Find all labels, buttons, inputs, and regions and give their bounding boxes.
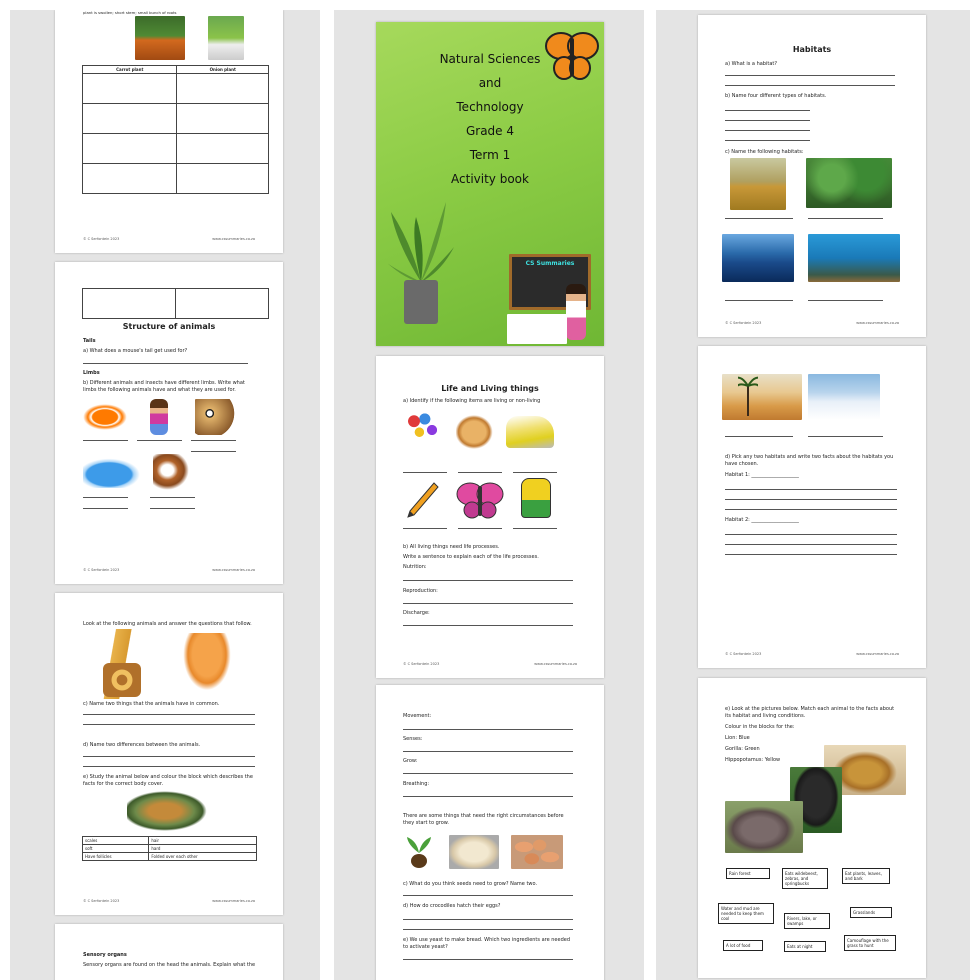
worksheet-page-life-processes[interactable]: [376, 685, 604, 980]
answer-line[interactable]: [150, 508, 195, 509]
cover-cell[interactable]: soft: [83, 845, 149, 853]
question-b-line1: b) Different animals and insects have different limbs. Write what: [83, 380, 245, 386]
answer-line[interactable]: [725, 499, 897, 500]
answer-line[interactable]: [725, 110, 810, 111]
cover-page[interactable]: [376, 22, 604, 346]
answer-line[interactable]: [403, 919, 573, 920]
puppy-picture: [153, 454, 189, 490]
answer-line[interactable]: [83, 440, 128, 441]
page-title: Structure of animals: [122, 322, 216, 331]
question-e-line1: e) Look at the pictures below. Match each animal to the facts about: [725, 706, 895, 712]
plant-comparison-table: [82, 65, 269, 194]
footer-left: © C Serfontein 2023: [83, 237, 120, 241]
question-b: b) Name four different types of habitats.: [725, 93, 827, 99]
process-reproduction: Reproduction:: [403, 588, 438, 594]
yeast-picture: [449, 835, 499, 869]
answer-line[interactable]: [83, 766, 255, 767]
answer-line[interactable]: [403, 929, 573, 930]
question-e-line2: its habitat and living conditions.: [725, 713, 806, 719]
footer-left: © C Serfontein 2023: [403, 662, 440, 666]
chalkboard-label: CS Summaries: [525, 260, 575, 267]
cover-line: and: [478, 76, 502, 90]
table-header-onion: Onion plant: [177, 66, 269, 74]
eggs-picture: [511, 835, 563, 869]
hippo-colour: Hippopotamus: Yellow: [725, 757, 781, 763]
gorilla-colour: Gorilla: Green: [725, 746, 760, 752]
seedling-icon: [404, 833, 434, 869]
fact-box[interactable]: Water and mud are needed to keep them cool: [718, 903, 774, 924]
worksheet-page-animal-comparison[interactable]: [55, 593, 283, 915]
answer-line[interactable]: [403, 625, 573, 626]
owl-picture: [195, 399, 237, 435]
process-movement: Movement:: [403, 713, 432, 719]
question-d: d) How do crocodiles hatch their eggs?: [403, 903, 501, 909]
lion-colour: Lion: Blue: [725, 735, 750, 741]
answer-line[interactable]: [403, 773, 573, 774]
cover-line: Technology: [456, 100, 524, 114]
column-right: [656, 10, 970, 980]
palm-tree-icon: [738, 376, 758, 418]
toy-dog-picture: [456, 412, 496, 452]
question-e-line2: to activate yeast?: [403, 944, 448, 950]
answer-line[interactable]: [403, 959, 573, 960]
answer-table: [82, 288, 269, 319]
clownfish-picture: [83, 404, 127, 430]
answer-line[interactable]: [83, 508, 128, 509]
cover-line: Term 1: [469, 148, 511, 162]
fact-box[interactable]: Eats wildebeest, zebras, and springbucks: [782, 868, 828, 889]
answer-line[interactable]: [83, 724, 255, 725]
question-d-line1: d) Pick any two habitats and write two facts about the habitats you: [725, 454, 894, 460]
question-b-line2: limbs the following animals have and what they are used for.: [83, 387, 236, 393]
butterfly-icon: [544, 28, 600, 84]
page-title: Habitats: [792, 45, 832, 54]
cover-line: Grade 4: [465, 124, 515, 138]
answer-line[interactable]: [83, 363, 248, 364]
answer-line[interactable]: [808, 218, 883, 219]
cover-cell[interactable]: scales: [83, 837, 149, 845]
question-a: a) What is a habitat?: [725, 61, 778, 67]
sensory-heading: Sensory organs: [83, 952, 127, 958]
fact-box[interactable]: Camouflage with the grass to hunt: [844, 935, 896, 951]
question-c: c) Name two things that the animals have in common.: [83, 701, 220, 707]
cover-line: Natural Sciences: [439, 52, 541, 66]
answer-line[interactable]: [513, 528, 557, 529]
answer-line[interactable]: [403, 796, 573, 797]
caption-text: plant is swollen; short stem; small bunch of roots: [83, 10, 177, 15]
balloons-picture: [405, 408, 441, 452]
question-c: c) Name the following habitats:: [725, 149, 804, 155]
footer-right: www.cssummaries.co.za: [212, 568, 255, 572]
footer-right: www.cssummaries.co.za: [212, 237, 255, 241]
footer-right: www.cssummaries.co.za: [856, 652, 899, 656]
answer-line[interactable]: [725, 75, 895, 76]
answer-line[interactable]: [725, 436, 793, 437]
pencil-icon: [404, 481, 440, 521]
worksheet-page-plants[interactable]: [55, 10, 283, 253]
giraffe-body: [103, 663, 141, 697]
table-header-carrot: Carrot plant: [83, 66, 177, 74]
cover-line: Activity book: [451, 172, 529, 186]
answer-line[interactable]: [458, 528, 502, 529]
answer-line[interactable]: [725, 218, 793, 219]
answer-line[interactable]: [725, 140, 810, 141]
answer-line[interactable]: [725, 120, 810, 121]
whale-picture: [83, 458, 141, 488]
footer-left: © C Serfontein 2023: [725, 321, 762, 325]
lake-photo: [722, 234, 794, 282]
cover-cell[interactable]: Folded over each other: [149, 853, 257, 861]
cover-cell[interactable]: Have follicles: [83, 853, 149, 861]
worksheet-page-life-and-living-things[interactable]: [376, 356, 604, 678]
answer-line[interactable]: [403, 528, 447, 529]
answer-line[interactable]: [725, 544, 897, 545]
tails-heading: Tails: [83, 338, 96, 344]
worksheet-page-structure-of-animals[interactable]: [55, 262, 283, 584]
answer-line[interactable]: [725, 130, 810, 131]
footer-left: © C Serfontein 2023: [725, 652, 762, 656]
answer-line[interactable]: [808, 436, 883, 437]
fact-box[interactable]: Rain forest: [726, 868, 770, 879]
page-title: Life and Living things: [441, 384, 539, 393]
answer-line[interactable]: [403, 580, 573, 581]
intro-text: Look at the following animals and answer the questions that follow.: [83, 621, 252, 627]
question-a: a) What does a mouse's tail get used for?: [83, 348, 188, 354]
answer-line[interactable]: [83, 714, 255, 715]
question-b-line2: Write a sentence to explain each of the life processes.: [403, 554, 539, 560]
column-left: [10, 10, 320, 980]
answer-line[interactable]: [191, 451, 236, 452]
answer-line[interactable]: [403, 729, 573, 730]
process-breathing: Breathing:: [403, 781, 430, 787]
footer-right: www.cssummaries.co.za: [534, 662, 577, 666]
butterfly-icon: [456, 480, 504, 520]
answer-line[interactable]: [403, 895, 573, 896]
fish-picture: [127, 789, 211, 833]
cover-cell[interactable]: hair: [149, 837, 257, 845]
growth-text-line2: they start to grow.: [403, 820, 449, 826]
question-a: a) Identify if the following items are living or non-living: [403, 398, 541, 404]
question-e-line1: e) We use yeast to make bread. Which two ingredients are needed: [403, 937, 571, 943]
savanna-photo: [730, 158, 786, 210]
forest-photo: [806, 158, 892, 208]
fact-box[interactable]: Rivers, lake, or swamps: [784, 913, 830, 929]
answer-line[interactable]: [83, 497, 128, 498]
worksheet-page-habitats[interactable]: [698, 15, 926, 337]
footer-right: www.cssummaries.co.za: [212, 899, 255, 903]
answer-line[interactable]: [83, 756, 255, 757]
fact-box[interactable]: Eats at night: [784, 941, 826, 952]
carrot-plant-photo: [135, 16, 185, 60]
question-d: d) Name two differences between the animals.: [83, 742, 201, 748]
answer-line[interactable]: [403, 603, 573, 604]
footer-left: © C Serfontein 2023: [83, 568, 120, 572]
question-c: c) What do you think seeds need to grow? Name two.: [403, 881, 538, 887]
sensory-text: Sensory organs are found on the head the animals. Explain what the: [83, 962, 256, 968]
process-nutrition: Nutrition:: [403, 564, 427, 570]
shoe-picture: [506, 416, 554, 448]
onion-plant-photo: [208, 16, 244, 60]
footer-left: © C Serfontein 2023: [83, 899, 120, 903]
desert-photo: [722, 374, 802, 420]
growth-text-line1: There are some things that need the right circumstances before: [403, 813, 564, 819]
girl-picture: [150, 399, 168, 435]
process-discharge: Discharge:: [403, 610, 430, 616]
cover-cell[interactable]: hard: [149, 845, 257, 853]
question-d-line2: have chosen.: [725, 461, 759, 467]
answer-line[interactable]: [725, 300, 793, 301]
ocean-photo: [808, 234, 900, 282]
worksheet-page-sensory-organs[interactable]: [55, 924, 283, 980]
polar-photo: [808, 374, 880, 420]
worksheet-page-animal-matching[interactable]: [698, 678, 926, 978]
fact-box[interactable]: Grasslands: [850, 907, 892, 918]
column-middle: [334, 10, 644, 980]
limbs-heading: Limbs: [83, 370, 100, 376]
question-e-line2: facts for the correct body cover.: [83, 781, 164, 787]
hippo-photo: [725, 801, 803, 853]
answer-line[interactable]: [725, 554, 897, 555]
habitat-1-label[interactable]: Habitat 1: ___________________: [725, 472, 799, 478]
answer-line[interactable]: [725, 509, 897, 510]
answer-line[interactable]: [403, 472, 447, 473]
answer-line[interactable]: [191, 440, 236, 441]
process-grow: Grow:: [403, 758, 418, 764]
answer-line[interactable]: [725, 489, 897, 490]
answer-line[interactable]: [725, 534, 897, 535]
potted-plant-icon: [386, 202, 456, 327]
fact-box[interactable]: A lot of food: [723, 940, 763, 951]
question-e-line1: e) Study the animal below and colour the block which describes the: [83, 774, 253, 780]
answer-line[interactable]: [725, 85, 895, 86]
cat-picture: [180, 633, 234, 695]
teacher-picture: [566, 284, 586, 340]
answer-line[interactable]: [513, 472, 557, 473]
desk-picture: [507, 314, 567, 344]
fact-box[interactable]: Eat plants, leaves, and bark: [842, 868, 890, 884]
body-cover-table: [82, 836, 257, 861]
colour-instruction: Colour in the blocks for the:: [725, 724, 795, 730]
worksheet-page-habitat-facts[interactable]: [698, 346, 926, 668]
process-senses: Senses:: [403, 736, 423, 742]
habitat-2-label[interactable]: Habitat 2: ___________________: [725, 517, 799, 523]
answer-line[interactable]: [150, 497, 195, 498]
backpack-picture: [521, 478, 551, 518]
answer-line[interactable]: [403, 751, 573, 752]
question-b-line1: b) All living things need life processes.: [403, 544, 500, 550]
footer-right: www.cssummaries.co.za: [856, 321, 899, 325]
answer-line[interactable]: [458, 472, 502, 473]
answer-line[interactable]: [808, 300, 883, 301]
answer-line[interactable]: [137, 440, 182, 441]
